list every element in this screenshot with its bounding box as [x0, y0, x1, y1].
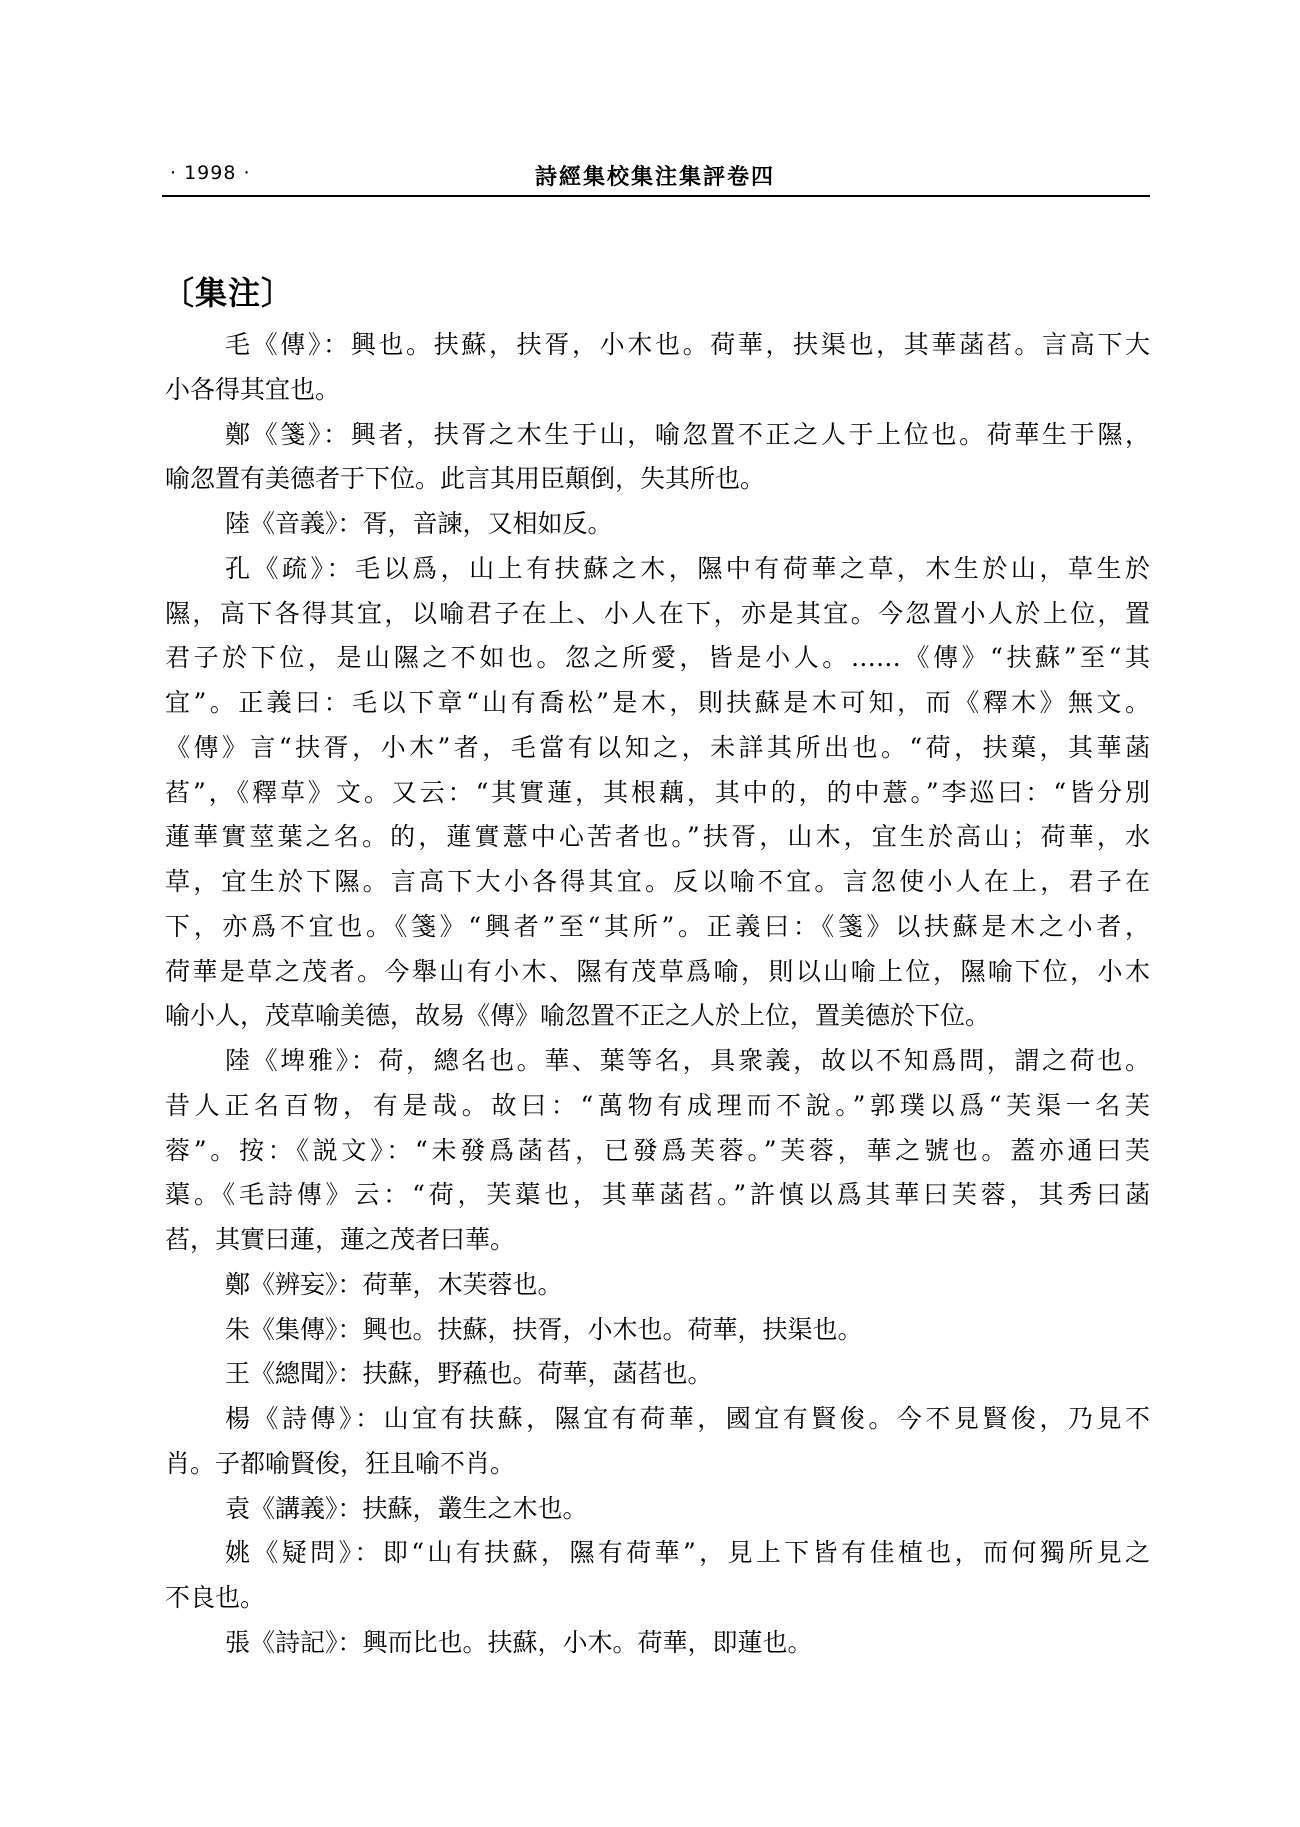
text-line: 蓮華實莖葉之名。的，蓮實薏中心苦者也。”扶胥，山木，宜生於高山；荷華，水	[165, 822, 1150, 852]
annotation-paragraph	[165, 1531, 1150, 1621]
annotation-paragraph	[165, 1308, 1150, 1353]
annotation-paragraph	[165, 1397, 1150, 1487]
text-line: 喻小人，茂草喻美德，故易《傳》喻忽置不正之人於上位，置美德於下位。	[165, 1001, 991, 1031]
text-line: 姚《疑問》：即“山有扶蘇，隰有荷華”，見上下皆有佳植也，而何獨所見之	[225, 1538, 1150, 1568]
text-line: 張《詩記》：興而比也。扶蘇，小木。荷華，即蓮也。	[225, 1627, 813, 1657]
text-line: 鄭《箋》：興者，扶胥之木生于山，喻忽置不正之人于上位也。荷華生于隰，	[225, 419, 1150, 449]
text-line: 不良也。	[165, 1583, 266, 1612]
text-line: 《傳》言“扶胥，小木”者，毛當有以知之，未詳其所出也。“荷，扶蕖，其華菡	[165, 732, 1150, 762]
text-line: 萏”，《釋草》文。又云：“其實蓮，其根藕，其中的，的中薏。”李巡曰：“皆分別	[165, 777, 1150, 807]
page-number: · 1998 ·	[170, 162, 251, 184]
text-line: 蕖。《毛詩傳》云：“荷，芙蕖也，其華菡萏。”許慎以爲其華曰芙蓉，其秀曰菡	[165, 1180, 1150, 1210]
annotation-paragraph	[165, 502, 1150, 547]
text-line: 荷華是草之茂者。今舉山有小木、隰有茂草爲喻，則以山喻上位，隰喻下位，小木	[165, 956, 1150, 986]
annotation-body	[165, 323, 1150, 1666]
text-line: 肖。子都喻賢俊，狂且喻不肖。	[165, 1448, 516, 1478]
annotation-paragraph	[165, 1487, 1150, 1532]
running-title: 詩經集校集注集評卷四	[535, 164, 776, 190]
annotation-paragraph	[165, 547, 1150, 1039]
text-line: 小各得其宜也。	[165, 374, 341, 404]
text-line: 萏，其實曰蓮，蓮之茂者曰華。	[165, 1225, 516, 1254]
text-line: 袁《講義》：扶蘇，叢生之木也。	[225, 1493, 588, 1523]
annotation-paragraph	[165, 413, 1150, 503]
section-heading: 〔集注〕	[162, 274, 295, 312]
page-header	[162, 158, 1150, 198]
text-line: 鄭《辨妄》：荷華，木芙蓉也。	[225, 1269, 563, 1299]
text-line: 喻忽置有美德者于下位。此言其用臣顛倒，失其所也。	[165, 464, 766, 494]
text-line: 孔《疏》：毛以爲，山上有扶蘇之木，隰中有荷華之草，木生於山，草生於	[225, 553, 1150, 583]
annotation-paragraph	[165, 1352, 1150, 1397]
annotation-paragraph	[165, 1039, 1150, 1263]
text-line: 陸《埤雅》：荷，總名也。華、葉等名，具衆義，故以不知爲問，謂之荷也。	[225, 1046, 1150, 1075]
text-line: 草，宜生於下隰。言高下大小各得其宜。反以喻不宜。言忽使小人在上，君子在	[165, 867, 1150, 896]
text-line: 宜”。正義曰：毛以下章“山有喬松”是木，則扶蘇是木可知，而《釋木》無文。	[165, 688, 1150, 717]
text-line: 陸《音義》：胥，音諫，又相如反。	[225, 509, 613, 538]
text-line: 隰，高下各得其宜，以喻君子在上、小人在下，亦是其宜。今忽置小人於上位，置	[165, 598, 1150, 628]
header-rule	[162, 195, 1150, 197]
text-line: 昔人正名百物，有是哉。故曰：“萬物有成理而不說。”郭璞以爲“芙渠一名芙	[165, 1090, 1150, 1120]
annotation-paragraph	[165, 323, 1150, 413]
text-line: 蓉”。按：《説文》：“未發爲菡萏，已發爲芙蓉。”芙蓉，華之號也。蓋亦通曰芙	[165, 1135, 1150, 1165]
text-line: 下，亦爲不宜也。《箋》“興者”至“其所”。正義曰：《箋》以扶蘇是木之小者，	[165, 911, 1150, 941]
annotation-paragraph	[165, 1621, 1150, 1666]
text-line: 王《總聞》：扶蘇，野蘓也。荷華，菡萏也。	[225, 1359, 713, 1389]
annotation-paragraph	[165, 1263, 1150, 1308]
text-line: 君子於下位，是山隰之不如也。忽之所愛，皆是小人。……《傳》“扶蘇”至“其	[165, 643, 1150, 673]
text-line: 楊《詩傳》：山宜有扶蘇，隰宜有荷華，國宜有賢俊。今不見賢俊，乃見不	[225, 1404, 1150, 1433]
text-line: 朱《集傳》：興也。扶蘇，扶胥，小木也。荷華，扶渠也。	[225, 1314, 863, 1344]
text-line: 毛《傳》：興也。扶蘇，扶胥，小木也。荷華，扶渠也，其華菡萏。言高下大	[225, 330, 1150, 359]
